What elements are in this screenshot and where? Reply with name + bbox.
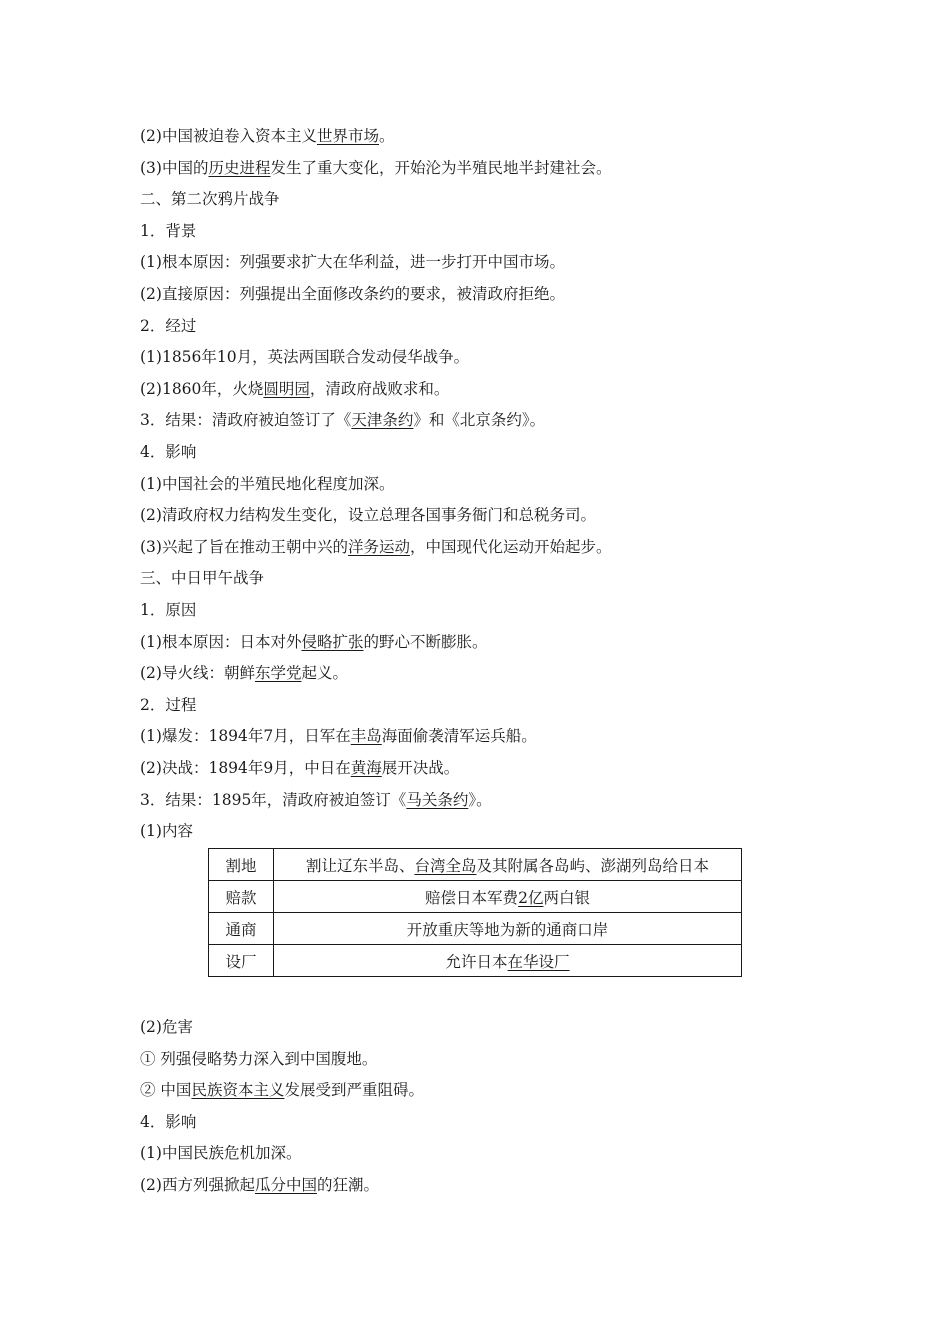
text-run: ① 列强侵略势力深入到中国腹地。: [140, 1049, 378, 1068]
text-run: 》和《北京条约》。: [413, 411, 546, 430]
underlined-term: 民族资本主义: [191, 1081, 285, 1100]
underlined-term: 天津条约: [351, 411, 414, 430]
text-line: [140, 726, 537, 746]
text-run: 海面偷袭清军运兵船。: [381, 727, 537, 746]
table-row-key: 设厂: [209, 945, 274, 977]
text-run: (1)爆发：1894年7月，日军在: [140, 727, 351, 746]
text-run: 允许日本: [445, 952, 508, 971]
text-line: [140, 790, 492, 810]
text-run: 二、第二次鸦片战争: [140, 190, 280, 209]
text-line: [140, 347, 469, 367]
text-line: [140, 189, 280, 209]
text-run: (1)根本原因：列强要求扩大在华利益，进一步打开中国市场。: [140, 253, 565, 272]
text-run: 三、中日甲午战争: [140, 569, 265, 588]
text-run: (1)中国民族危机加深。: [140, 1144, 302, 1163]
text-run: 两白银: [543, 888, 590, 907]
underlined-term: 侵略扩张: [301, 632, 364, 651]
text-run: (2)危害: [140, 1018, 193, 1036]
text-run: 4．影响: [140, 443, 197, 461]
text-run: (2)直接原因：列强提出全面修改条约的要求，被清政府拒绝。: [140, 285, 565, 303]
underlined-term: 世界市场: [316, 127, 379, 145]
text-run: 1．原因: [140, 601, 197, 619]
table-row: [209, 881, 742, 913]
text-run: 割让辽东半岛、: [305, 856, 415, 875]
text-run: 》。: [468, 790, 492, 809]
text-line: [140, 1143, 301, 1163]
text-run: 发展受到严重阻碍。: [284, 1081, 424, 1100]
table-row-key: 赔款: [209, 881, 274, 913]
text-line: [140, 1017, 193, 1037]
underlined-term: 马关条约: [406, 790, 469, 809]
table-row-value: [274, 913, 742, 945]
text-run: 发生了重大变化，开始沦为半殖民地半封建社会。: [270, 158, 612, 177]
text-line: [140, 505, 596, 525]
text-run: (3)中国的: [140, 158, 209, 177]
text-run: 2．经过: [140, 316, 197, 335]
text-run: 3．结果：1895年，清政府被迫签订《: [140, 790, 407, 809]
table-row-value: [274, 881, 742, 913]
text-run: 。: [378, 127, 395, 145]
text-line: [140, 695, 196, 715]
text-run: 的狂潮。: [316, 1176, 379, 1194]
text-run: 展开决战。: [381, 759, 460, 777]
table-row-value: [274, 945, 742, 977]
text-line: [140, 379, 449, 399]
underlined-term: 在华设厂: [507, 952, 570, 971]
text-run: (2)决战：1894年9月，中日在: [140, 759, 351, 777]
table-row-key: 通商: [209, 913, 274, 945]
text-line: [140, 568, 264, 588]
table-row-key: 割地: [209, 849, 274, 881]
text-line: [140, 252, 565, 272]
table-row-value: [274, 849, 742, 881]
text-line: [140, 221, 196, 241]
text-run: 4．影响: [140, 1112, 197, 1131]
text-line: [140, 316, 196, 336]
text-line: [140, 1112, 196, 1132]
text-line: [140, 537, 612, 557]
table-row: [209, 945, 742, 977]
underlined-term: 丰岛: [350, 727, 382, 746]
text-run: 2．过程: [140, 695, 197, 714]
text-run: 的野心不断膨胀。: [363, 632, 488, 651]
underlined-term: 瓜分中国: [254, 1176, 317, 1194]
text-run: ② 中国: [140, 1081, 192, 1100]
text-line: [140, 821, 193, 841]
text-line: [140, 600, 196, 620]
text-run: (3)兴起了旨在推动王朝中兴的: [140, 537, 348, 556]
text-run: (1)内容: [140, 822, 193, 841]
text-line: [140, 1049, 377, 1069]
text-run: (1)根本原因：日本对外: [140, 632, 302, 651]
treaty-content-table: [208, 848, 742, 977]
table-row: [209, 913, 742, 945]
underlined-term: 洋务运动: [347, 537, 410, 556]
text-line: [140, 632, 488, 652]
text-run: 及其附属各岛屿、澎湖列岛给日本: [476, 856, 710, 875]
text-line: [140, 284, 565, 304]
text-run: (1)1856年10月，英法两国联合发动侵华战争。: [140, 348, 470, 367]
text-run: 开放重庆等地为新的通商口岸: [406, 920, 609, 939]
text-run: 赔偿日本军费: [425, 888, 519, 907]
text-run: ，中国现代化运动开始起步。: [409, 537, 612, 556]
text-line: [140, 442, 196, 462]
text-line: [140, 474, 394, 494]
text-run: 起义。: [301, 664, 348, 683]
text-run: 3．结果：清政府被迫签订了《: [140, 411, 352, 430]
text-run: ，清政府战败求和。: [309, 379, 450, 398]
underlined-term: 台湾全岛: [414, 856, 477, 875]
underlined-term: 黄海: [350, 759, 382, 777]
text-line: [140, 126, 395, 146]
underlined-term: 东学党: [254, 664, 302, 683]
underlined-term: 圆明园: [263, 379, 310, 398]
text-run: (2)1860年，火烧: [140, 379, 264, 398]
underlined-term: 历史进程: [208, 158, 271, 177]
text-line: [140, 410, 545, 430]
text-run: (2)西方列强掀起: [140, 1176, 255, 1194]
text-run: (2)导火线：朝鲜: [140, 664, 255, 683]
text-line: [140, 158, 612, 178]
text-line: [140, 663, 348, 683]
table-row: [209, 849, 742, 881]
text-run: (2)清政府权力结构发生变化，设立总理各国事务衙门和总税务司。: [140, 506, 596, 525]
text-run: (1)中国社会的半殖民地化程度加深。: [140, 474, 395, 493]
text-line: [140, 1080, 424, 1100]
underlined-term: 2亿: [518, 888, 544, 907]
text-run: 1．背景: [140, 221, 197, 240]
text-line: [140, 1175, 379, 1195]
text-run: (2)中国被迫卷入资本主义: [140, 127, 317, 145]
text-line: [140, 758, 459, 778]
